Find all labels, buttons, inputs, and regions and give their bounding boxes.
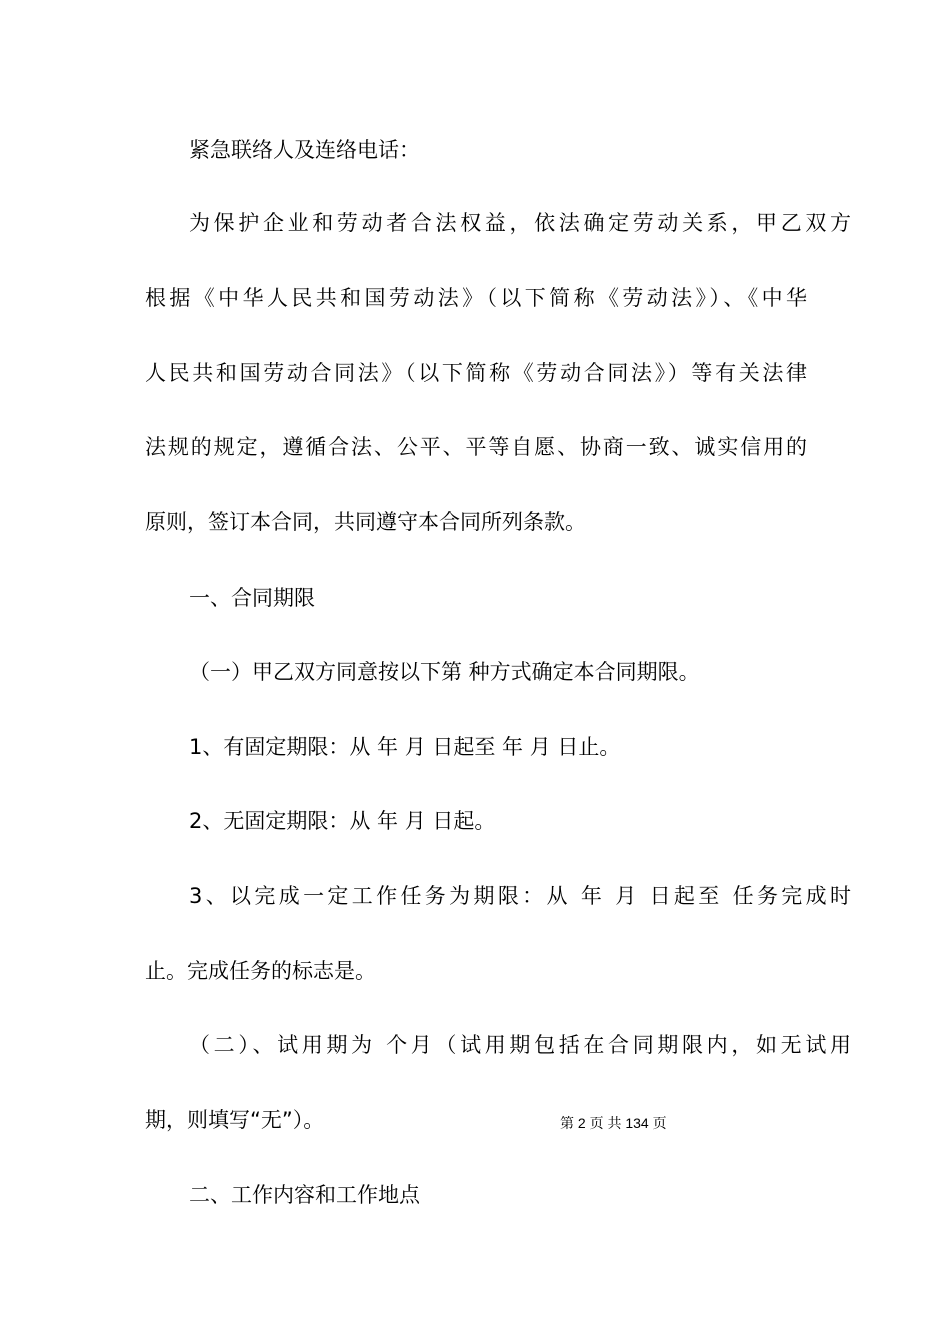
- clause-line: 1、有固定期限：从 年 月 日起至 年 月 日止。: [189, 735, 621, 759]
- clause-line: 2、无固定期限：从 年 月 日起。: [189, 809, 496, 833]
- clause-line: 期，则填写“无”）。: [145, 1108, 325, 1132]
- clause-line: 3、以完成一定工作任务为期限：从 年 月 日起至 任务完成时: [189, 884, 851, 908]
- body-text-line: 根据《中华人民共和国劳动法》（以下简称《劳动法》）、《中华: [145, 286, 807, 310]
- page-number: 第 2 页 共 134 页: [560, 1115, 667, 1131]
- section-heading-contract-term: 一、合同期限: [189, 586, 315, 610]
- clause-line: （一）甲乙双方同意按以下第 种方式确定本合同期限。: [189, 660, 700, 684]
- body-text-line: 原则，签订本合同，共同遵守本合同所列条款。: [145, 510, 586, 534]
- clause-line: 止。完成任务的标志是。: [145, 959, 376, 983]
- emergency-contact-line: 紧急联络人及连络电话：: [189, 138, 420, 162]
- body-text-line: 法规的规定，遵循合法、公平、平等自愿、协商一致、诚实信用的: [145, 435, 807, 459]
- body-text-line: 人民共和国劳动合同法》（以下简称《劳动合同法》）等有关法律: [145, 361, 807, 385]
- section-heading-work-content: 二、工作内容和工作地点: [189, 1183, 420, 1207]
- clause-line: （二）、试用期为 个月（试用期包括在合同期限内，如无试用: [189, 1033, 851, 1057]
- body-text-line: 为保护企业和劳动者合法权益，依法确定劳动关系，甲乙双方: [189, 211, 851, 235]
